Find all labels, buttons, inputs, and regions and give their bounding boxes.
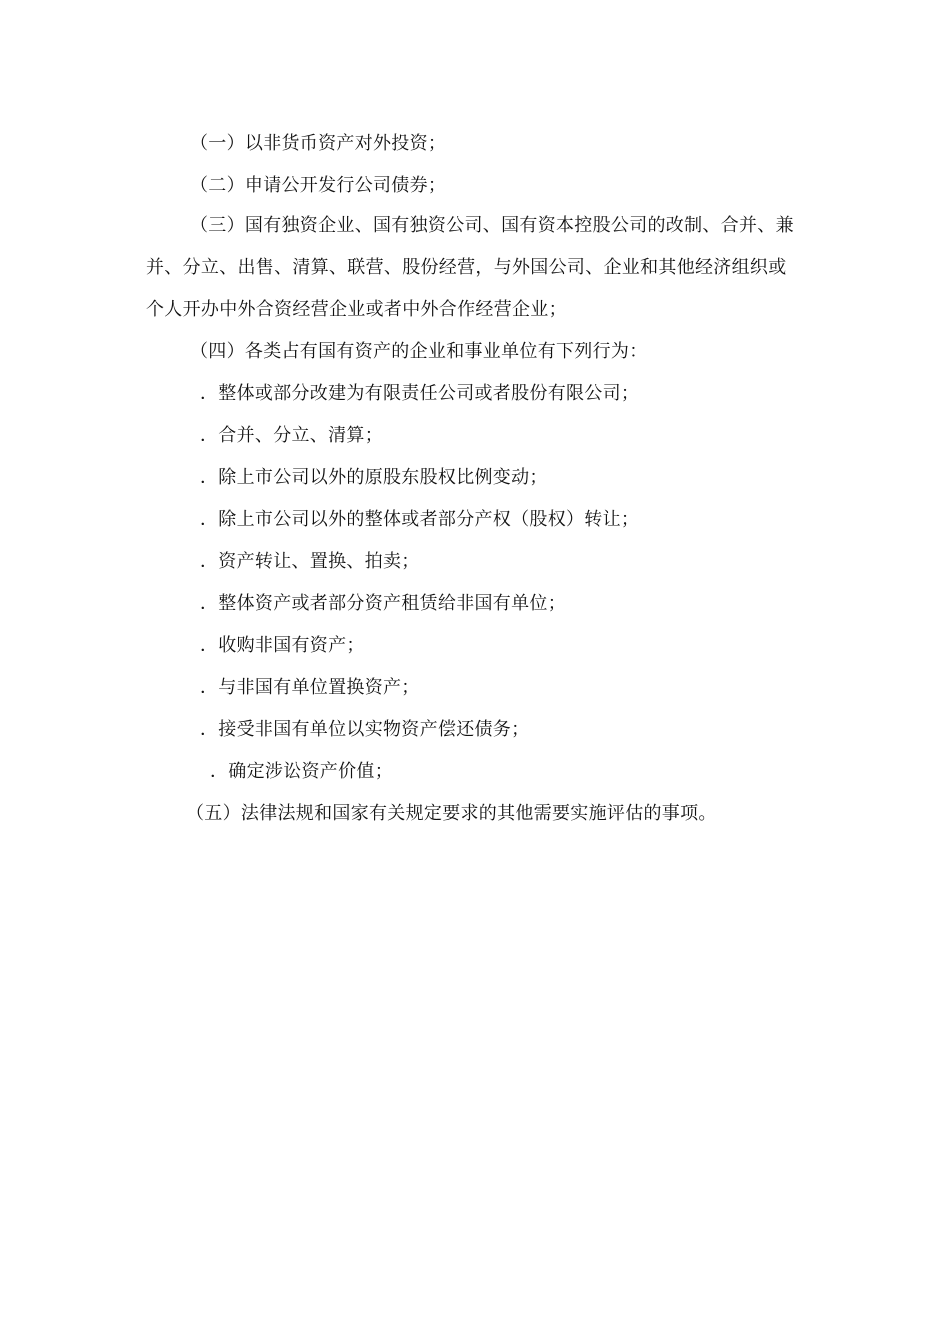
sub-item-10: ．确定涉讼资产价值； bbox=[210, 761, 393, 782]
sub-item-3: ．除上市公司以外的原股东股权比例变动； bbox=[200, 467, 548, 488]
sub-item-8: ．与非国有单位置换资产； bbox=[200, 677, 420, 698]
item-3-line-2: 并、分立、出售、清算、联营、股份经营，与外国公司、企业和其他经济组织或 bbox=[146, 257, 787, 278]
item-5: （五）法律法规和国家有关规定要求的其他需要实施评估的事项。 bbox=[186, 803, 717, 824]
item-3-line-3: 个人开办中外合资经营企业或者中外合作经营企业； bbox=[146, 299, 567, 320]
item-2: （二）申请公开发行公司债券； bbox=[190, 175, 447, 196]
sub-item-4: ．除上市公司以外的整体或者部分产权（股权）转让； bbox=[200, 509, 640, 530]
sub-item-9: ．接受非国有单位以实物资产偿还债务； bbox=[200, 719, 530, 740]
sub-item-1: ．整体或部分改建为有限责任公司或者股份有限公司； bbox=[200, 383, 640, 404]
sub-item-6: ．整体资产或者部分资产租赁给非国有单位； bbox=[200, 593, 566, 614]
item-4: （四）各类占有国有资产的企业和事业单位有下列行为： bbox=[190, 341, 648, 362]
item-1: （一）以非货币资产对外投资； bbox=[190, 133, 447, 154]
sub-item-2: ．合并、分立、清算； bbox=[200, 425, 383, 446]
sub-item-7: ．收购非国有资产； bbox=[200, 635, 365, 656]
sub-item-5: ．资产转让、置换、拍卖； bbox=[200, 551, 420, 572]
item-3-line-1: （三）国有独资企业、国有独资公司、国有资本控股公司的改制、合并、兼 bbox=[190, 215, 794, 236]
